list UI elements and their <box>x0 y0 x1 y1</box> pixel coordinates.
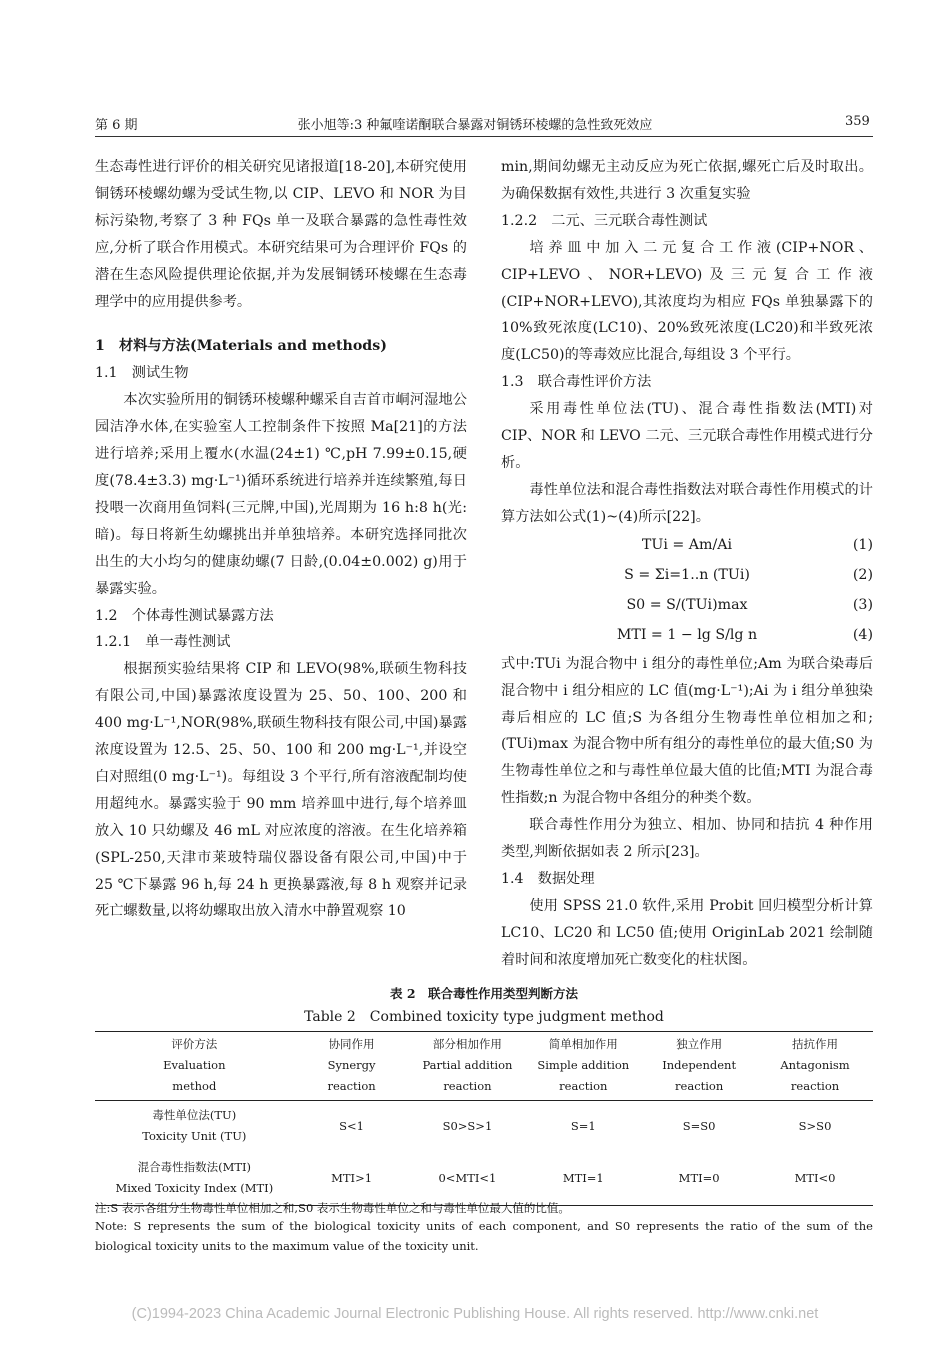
paragraph-combined-toxicity: 培养皿中加入二元复合工作液(CIP+NOR、CIP+LEVO、NOR+LEVO)及三元复合工作液(CIP+NOR+LEVO),其浓度均为相应 FQs 单独暴露下的 10%致死浓度(LC10)、20%致死浓度(LC20)和半致死浓度(LC50)的等毒效应比混合,每组设 3 个平行。 <box>501 239 873 364</box>
equation-3-number: (3) <box>852 597 873 614</box>
table-header-cell: 独立作用 Independent reaction <box>662 1037 737 1093</box>
paragraph-test-organism: 本次实验所用的铜锈环棱螺种螺采自吉首市峒河湿地公园洁净水体,在实验室人工控制条件下按照 Ma[21]的方法进行培养;采用上覆水(水温(24±1) ℃,pH 7.99±0.15,硬度(78.4±3.3) mg·L⁻¹)循环系统进行培养并连续繁殖,每日投喂一次商用鱼饲料(三元牌,中国),光周期为 16 h:8 h(光:暗)。每日将新生幼螺挑出并单独培养。本研究选择同批次出生的大小均匀的健康幼螺(7 日龄,(0.04±0.002) g)用于暴露实验。 <box>95 392 467 597</box>
equation-1-body: TUi = Am/Ai <box>641 537 733 554</box>
table-row <box>95 1101 873 1154</box>
table-cell: 0<MTI<1 <box>438 1170 497 1185</box>
copyright-watermark: (C)1994-2023 China Academic Journal Electronic Publishing House. All rights reserved. http://www.cnki.net <box>131 1306 819 1322</box>
table-note-cn: 注:S 表示各组分生物毒性单位相加之和,S0 表示生物毒性单位之和与毒性单位最大值的比值。 <box>95 1201 570 1215</box>
table-header-cell: 简单相加作用 Simple addition reaction <box>537 1037 630 1093</box>
table-cell: MTI<0 <box>794 1170 836 1185</box>
subsection-1-2-1: 1.2.1 单一毒性测试 <box>95 634 231 651</box>
table-cell: MTI=0 <box>678 1170 720 1185</box>
paragraph-interaction-types: 联合毒性作用分为独立、相加、协同和拮抗 4 种作用类型,判断依据如表 2 所示[23]。 <box>501 817 873 861</box>
section-heading-materials: 1 材料与方法(Materials and methods) <box>95 338 387 355</box>
table-cell: S=S0 <box>682 1118 716 1133</box>
table-cell: MTI=1 <box>562 1170 604 1185</box>
right-column <box>501 154 873 974</box>
paragraph-formula-intro: 毒性单位法和混合毒性指数法对联合毒性作用模式的计算方法如公式(1)~(4)所示[22]。 <box>501 481 873 525</box>
header-rule <box>95 136 873 137</box>
subsection-1-4: 1.4 数据处理 <box>501 870 595 887</box>
equation-2-body: S = Σi=1..n (TUi) <box>624 567 750 584</box>
paragraph-intro-end: 生态毒性进行评价的相关研究见诸报道[18-20],本研究使用铜锈环棱螺幼螺为受试生物,以 CIP、LEVO 和 NOR 为目标污染物,考察了 3 种 FQs 单一及联合暴露的急性毒性效应,分析了联合作用模式。本研究结果可为合理评价 FQs 的潜在生态风险提供理论依据,并为发展铜锈环棱螺在生态毒理学中的应用提供参考。 <box>95 159 467 310</box>
equation-4-body: MTI = 1 − lg S/lg n <box>616 627 758 644</box>
table-header-cell: 部分相加作用 Partial addition reaction <box>422 1037 513 1093</box>
toxicity-judgment-table <box>95 1031 873 1206</box>
paragraph-continued: min,期间幼螺无主动反应为死亡依据,螺死亡后及时取出。为确保数据有效性,共进行 3 次重复实验 <box>501 159 873 202</box>
table-cell: S>S0 <box>798 1118 832 1133</box>
table-caption-cn: 表 2 联合毒性作用类型判断方法 <box>389 986 579 1001</box>
paragraph-variable-definitions: 式中:TUi 为混合物中 i 组分的毒性单位;Am 为联合染毒后混合物中 i 组分相应的 LC 值(mg·L⁻¹);Ai 为 i 组分单独染毒后相应的 LC 值;S 为各组分生物毒性单位相加之和;(TUi)max 为混合物中所有组分的毒性单位的最大值;S0 为生物毒性单位之和与毒性单位最大值的比值;MTI 为混合毒性指数;n 为混合物中各组分的种类个数。 <box>501 655 873 807</box>
table-method-cell: 毒性单位法(TU) Toxicity Unit (TU) <box>142 1108 247 1143</box>
subsection-1-1: 1.1 测试生物 <box>95 365 189 382</box>
equation-2 <box>501 561 873 591</box>
equation-1-number: (1) <box>852 537 873 554</box>
equation-1 <box>501 531 873 561</box>
table-cell: S0>S>1 <box>442 1118 493 1133</box>
table-cell: S=1 <box>570 1118 596 1133</box>
table-cell: S<1 <box>339 1118 364 1133</box>
table-cell: MTI>1 <box>331 1170 373 1185</box>
page-number: 359 <box>845 114 870 129</box>
table-note-en: Note: S represents the sum of the biological toxicity units of each component, and S0 represents the ratio of the sum of the biological toxicity units to the maximum value of the toxicity unit. <box>95 1219 873 1253</box>
running-title: 张小旭等:3 种氟喹诺酮联合暴露对铜锈环棱螺的急性致死效应 <box>297 118 653 133</box>
table-caption-en: Table 2 Combined toxicity type judgment method <box>304 1009 664 1025</box>
subsection-1-2-2: 1.2.2 二元、三元联合毒性测试 <box>501 212 708 229</box>
equation-2-number: (2) <box>852 567 873 584</box>
equation-3 <box>501 591 873 621</box>
subsection-1-3: 1.3 联合毒性评价方法 <box>501 374 652 391</box>
table-header-cell: 评价方法 Evaluation method <box>163 1037 226 1093</box>
left-column <box>95 154 467 925</box>
equation-4 <box>501 621 873 651</box>
equation-3-body: S0 = S/(TUi)max <box>626 597 748 614</box>
equation-4-number: (4) <box>852 627 873 644</box>
paragraph-evaluation-method: 采用毒性单位法(TU)、混合毒性指数法(MTI)对 CIP、NOR 和 LEVO 二元、三元联合毒性作用模式进行分析。 <box>501 401 873 471</box>
table-method-cell: 混合毒性指数法(MTI) Mixed Toxicity Index (MTI) <box>115 1160 274 1195</box>
paragraph-data-processing: 使用 SPSS 21.0 软件,采用 Probit 回归模型分析计算 LC10、LC20 和 LC50 值;使用 OriginLab 2021 绘制随着时间和浓度增加死亡数变化的柱状图。 <box>501 897 873 968</box>
subsection-1-2: 1.2 个体毒性测试暴露方法 <box>95 607 274 624</box>
journal-issue: 第 6 期 <box>95 118 138 133</box>
paragraph-single-toxicity: 根据预实验结果将 CIP 和 LEVO(98%,联硕生物科技有限公司,中国)暴露浓度设置为 25、50、100、200 和 400 mg·L⁻¹,NOR(98%,联硕生物科技有限公司,中国)暴露浓度设置为 12.5、25、50、100 和 200 mg·L⁻¹,并设空白对照组(0 mg·L⁻¹)。每组设 3 个平行,所有溶液配制均使用超纯水。暴露实验于 90 mm 培养皿中进行,每个培养皿放入 10 只幼螺及 46 mL 对应浓度的溶液。在生化培养箱(SPL-250,天津市莱玻特瑞仪器设备有限公司,中国)中于 25 ℃下暴露 96 h,每 24 h 更换暴露液,每 8 h 观察并记录死亡螺数量,以将幼螺取出放入清水中静置观察 10 <box>95 661 467 920</box>
table-header-cell: 协同作用 Synergy reaction <box>327 1037 376 1093</box>
table-header-cell: 拮抗作用 Antagonism reaction <box>780 1037 850 1093</box>
table-header-row <box>95 1032 873 1101</box>
